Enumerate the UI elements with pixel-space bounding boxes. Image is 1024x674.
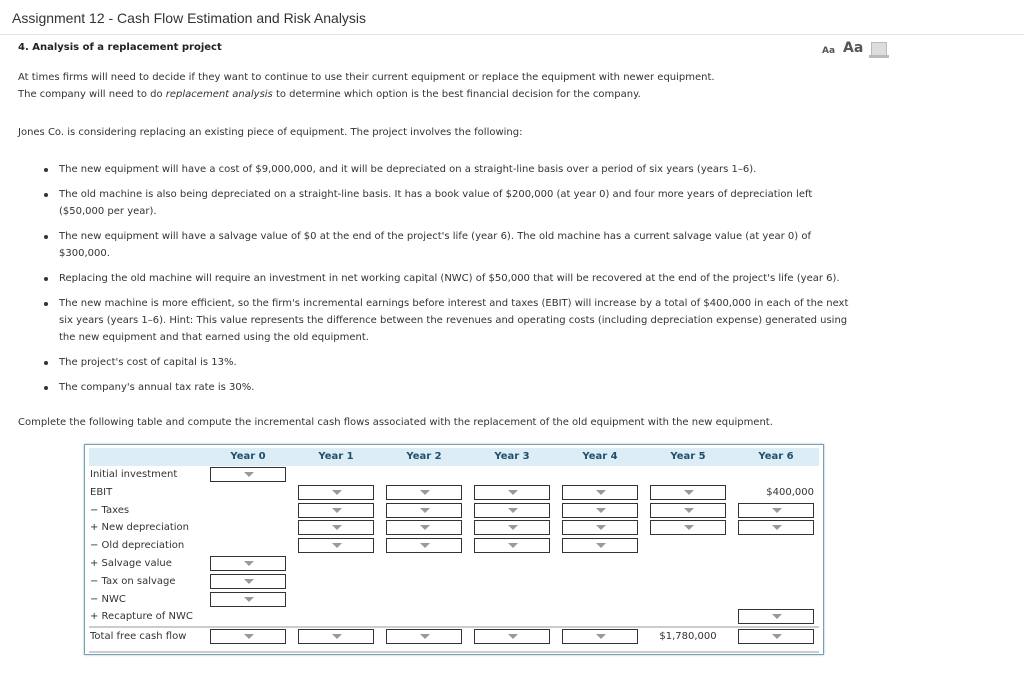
column-header-year-2: Year 2 (406, 451, 442, 462)
amount-dropdown[interactable] (386, 629, 462, 644)
column-header-year-0: Year 0 (230, 451, 266, 462)
column-header-year-6: Year 6 (758, 451, 794, 462)
amount-dropdown[interactable] (210, 467, 286, 482)
cell-value: $400,000 (766, 486, 814, 498)
amount-dropdown[interactable] (562, 520, 638, 535)
list-item: The new equipment will have a cost of $9,000,000, and it will be depreciated on a straight-line basis over a period of six years (years 1–6). (44, 161, 854, 178)
amount-dropdown[interactable] (562, 629, 638, 644)
amount-dropdown[interactable] (738, 520, 814, 535)
amount-dropdown[interactable] (474, 629, 550, 644)
amount-dropdown[interactable] (298, 520, 374, 535)
cell-value: $1,780,000 (659, 631, 717, 643)
intro-text: The company will need to do (18, 89, 166, 100)
amount-dropdown[interactable] (650, 503, 726, 518)
increase-text-size-button[interactable]: Aa (843, 40, 864, 56)
amount-dropdown[interactable] (298, 485, 374, 500)
column-header-year-1: Year 1 (318, 451, 354, 462)
instruction-text: Complete the following table and compute the incremental cash flows associated with the replacement of the old equipment with the new equipment. (18, 417, 773, 428)
amount-dropdown[interactable] (474, 503, 550, 518)
amount-dropdown[interactable] (738, 503, 814, 518)
list-item: The new machine is more efficient, so the firm's incremental earnings before interest and taxes (EBIT) will increase by a total of $400,000 in each of the next six years (years 1–6). Hint: This value represents the difference between the revenues and operating costs (including depreciation expense) generated using the new equipment and that earned using the old equipment. (44, 295, 854, 346)
amount-dropdown[interactable] (562, 538, 638, 553)
divider (89, 626, 819, 628)
amount-dropdown[interactable] (386, 503, 462, 518)
amount-dropdown[interactable] (650, 520, 726, 535)
row-label: + New depreciation (90, 522, 189, 534)
column-header-year-4: Year 4 (582, 451, 618, 462)
list-item: The company's annual tax rate is 30%. (44, 379, 854, 396)
divider (0, 34, 1024, 35)
row-label: EBIT (90, 486, 113, 498)
row-label: − Taxes (90, 504, 130, 516)
amount-dropdown[interactable] (298, 538, 374, 553)
intro-emphasis: replacement analysis (165, 89, 273, 100)
row-label: − NWC (90, 593, 126, 605)
row-label: − Tax on salvage (90, 575, 176, 587)
list-item: The old machine is also being depreciated on a straight-line basis. It has a book value of $200,000 (at year 0) and four more years of depreciation left ($50,000 per year). (44, 186, 854, 220)
amount-dropdown[interactable] (562, 503, 638, 518)
amount-dropdown[interactable] (562, 485, 638, 500)
list-item: Replacing the old machine will require an investment in net working capital (NWC) of $50,000 that will be recovered at the end of the project's life (year 6). (44, 270, 854, 287)
amount-dropdown[interactable] (210, 574, 286, 589)
row-label: Initial investment (90, 469, 178, 480)
print-icon[interactable] (871, 42, 887, 56)
row-label: + Recapture of NWC (90, 611, 193, 623)
text-tools (822, 40, 887, 56)
amount-dropdown[interactable] (474, 520, 550, 535)
list-item: The project's cost of capital is 13%. (44, 354, 854, 371)
amount-dropdown[interactable] (474, 485, 550, 500)
divider (89, 651, 819, 653)
row-label: Total free cash flow (90, 631, 187, 643)
column-header-year-3: Year 3 (494, 451, 530, 462)
scenario-text: Jones Co. is considering replacing an existing piece of equipment. The project involves the following: (18, 127, 523, 138)
amount-dropdown[interactable] (210, 556, 286, 571)
amount-dropdown[interactable] (386, 485, 462, 500)
row-label: + Salvage value (90, 558, 172, 569)
amount-dropdown[interactable] (474, 538, 550, 553)
column-header-year-5: Year 5 (670, 451, 706, 462)
amount-dropdown[interactable] (210, 629, 286, 644)
cash-flow-table (84, 444, 824, 655)
amount-dropdown[interactable] (386, 520, 462, 535)
intro-line-2 (18, 86, 641, 103)
decrease-text-size-button[interactable]: Aa (822, 46, 836, 56)
question-heading: 4. Analysis of a replacement project (18, 42, 222, 53)
amount-dropdown[interactable] (650, 485, 726, 500)
intro-line-1: At times firms will need to decide if they want to continue to use their current equipment or replace the equipment with newer equipment. (18, 72, 715, 83)
row-label: − Old depreciation (90, 540, 185, 552)
intro-text: to determine which option is the best financial decision for the company. (272, 89, 641, 100)
amount-dropdown[interactable] (386, 538, 462, 553)
assignment-title: Assignment 12 - Cash Flow Estimation and Risk Analysis (12, 10, 367, 26)
amount-dropdown[interactable] (738, 609, 814, 624)
amount-dropdown[interactable] (738, 629, 814, 644)
amount-dropdown[interactable] (210, 592, 286, 607)
list-item: The new equipment will have a salvage value of $0 at the end of the project's life (year 6). The old machine has a current salvage value (at year 0) of $300,000. (44, 228, 854, 262)
amount-dropdown[interactable] (298, 503, 374, 518)
amount-dropdown[interactable] (298, 629, 374, 644)
assumption-list (44, 161, 854, 404)
